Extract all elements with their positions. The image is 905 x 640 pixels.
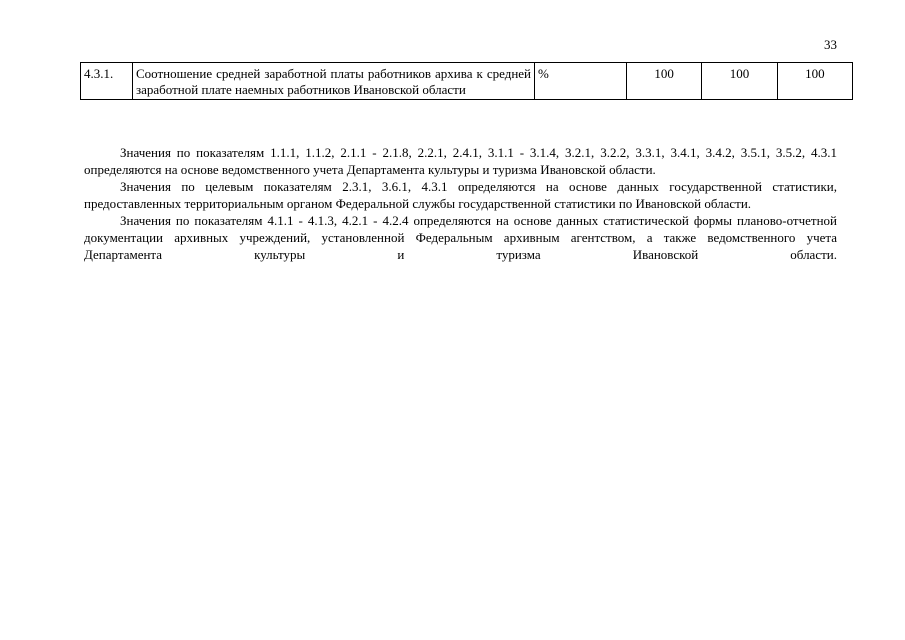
- page-number: 33: [824, 37, 837, 52]
- value-cell-2: 100: [702, 63, 777, 100]
- value-cell-1: 100: [627, 63, 702, 100]
- indicator-name-cell: Соотношение средней заработной платы работников архива к средней заработной плате наемных работников Ивановской области: [133, 63, 535, 100]
- indicators-table: [80, 62, 853, 100]
- table-row: [81, 63, 853, 100]
- note-paragraph-2: Значения по целевым показателям 2.3.1, 3.6.1, 4.3.1 определяются на основе данных государственной статистики, предоставленных территориальным органом Федеральной службы государственной статистики по Ивановской области.: [84, 179, 837, 211]
- notes-section: [84, 144, 837, 263]
- unit-cell: %: [535, 63, 627, 100]
- note-paragraph-3: Значения по показателям 4.1.1 - 4.1.3, 4.2.1 - 4.2.4 определяются на основе данных статистической формы планово-отчетной документации архивных учреждений, установленной Федеральным архивным агентством, а также ведомственного учета Департамента культуры и туризма Ивановской области.: [84, 213, 837, 262]
- value-cell-3: 100: [777, 63, 852, 100]
- note-paragraph-1: Значения по показателям 1.1.1, 1.1.2, 2.1.1 - 2.1.8, 2.2.1, 2.4.1, 3.1.1 - 3.1.4, 3.2.1, 3.2.2, 3.3.1, 3.4.1, 3.4.2, 3.5.1, 3.5.2, 4.3.1 определяются на основе ведомственного учета Департамента культуры и туризма Ивановской области.: [84, 145, 837, 177]
- indicator-number-cell: 4.3.1.: [81, 63, 133, 100]
